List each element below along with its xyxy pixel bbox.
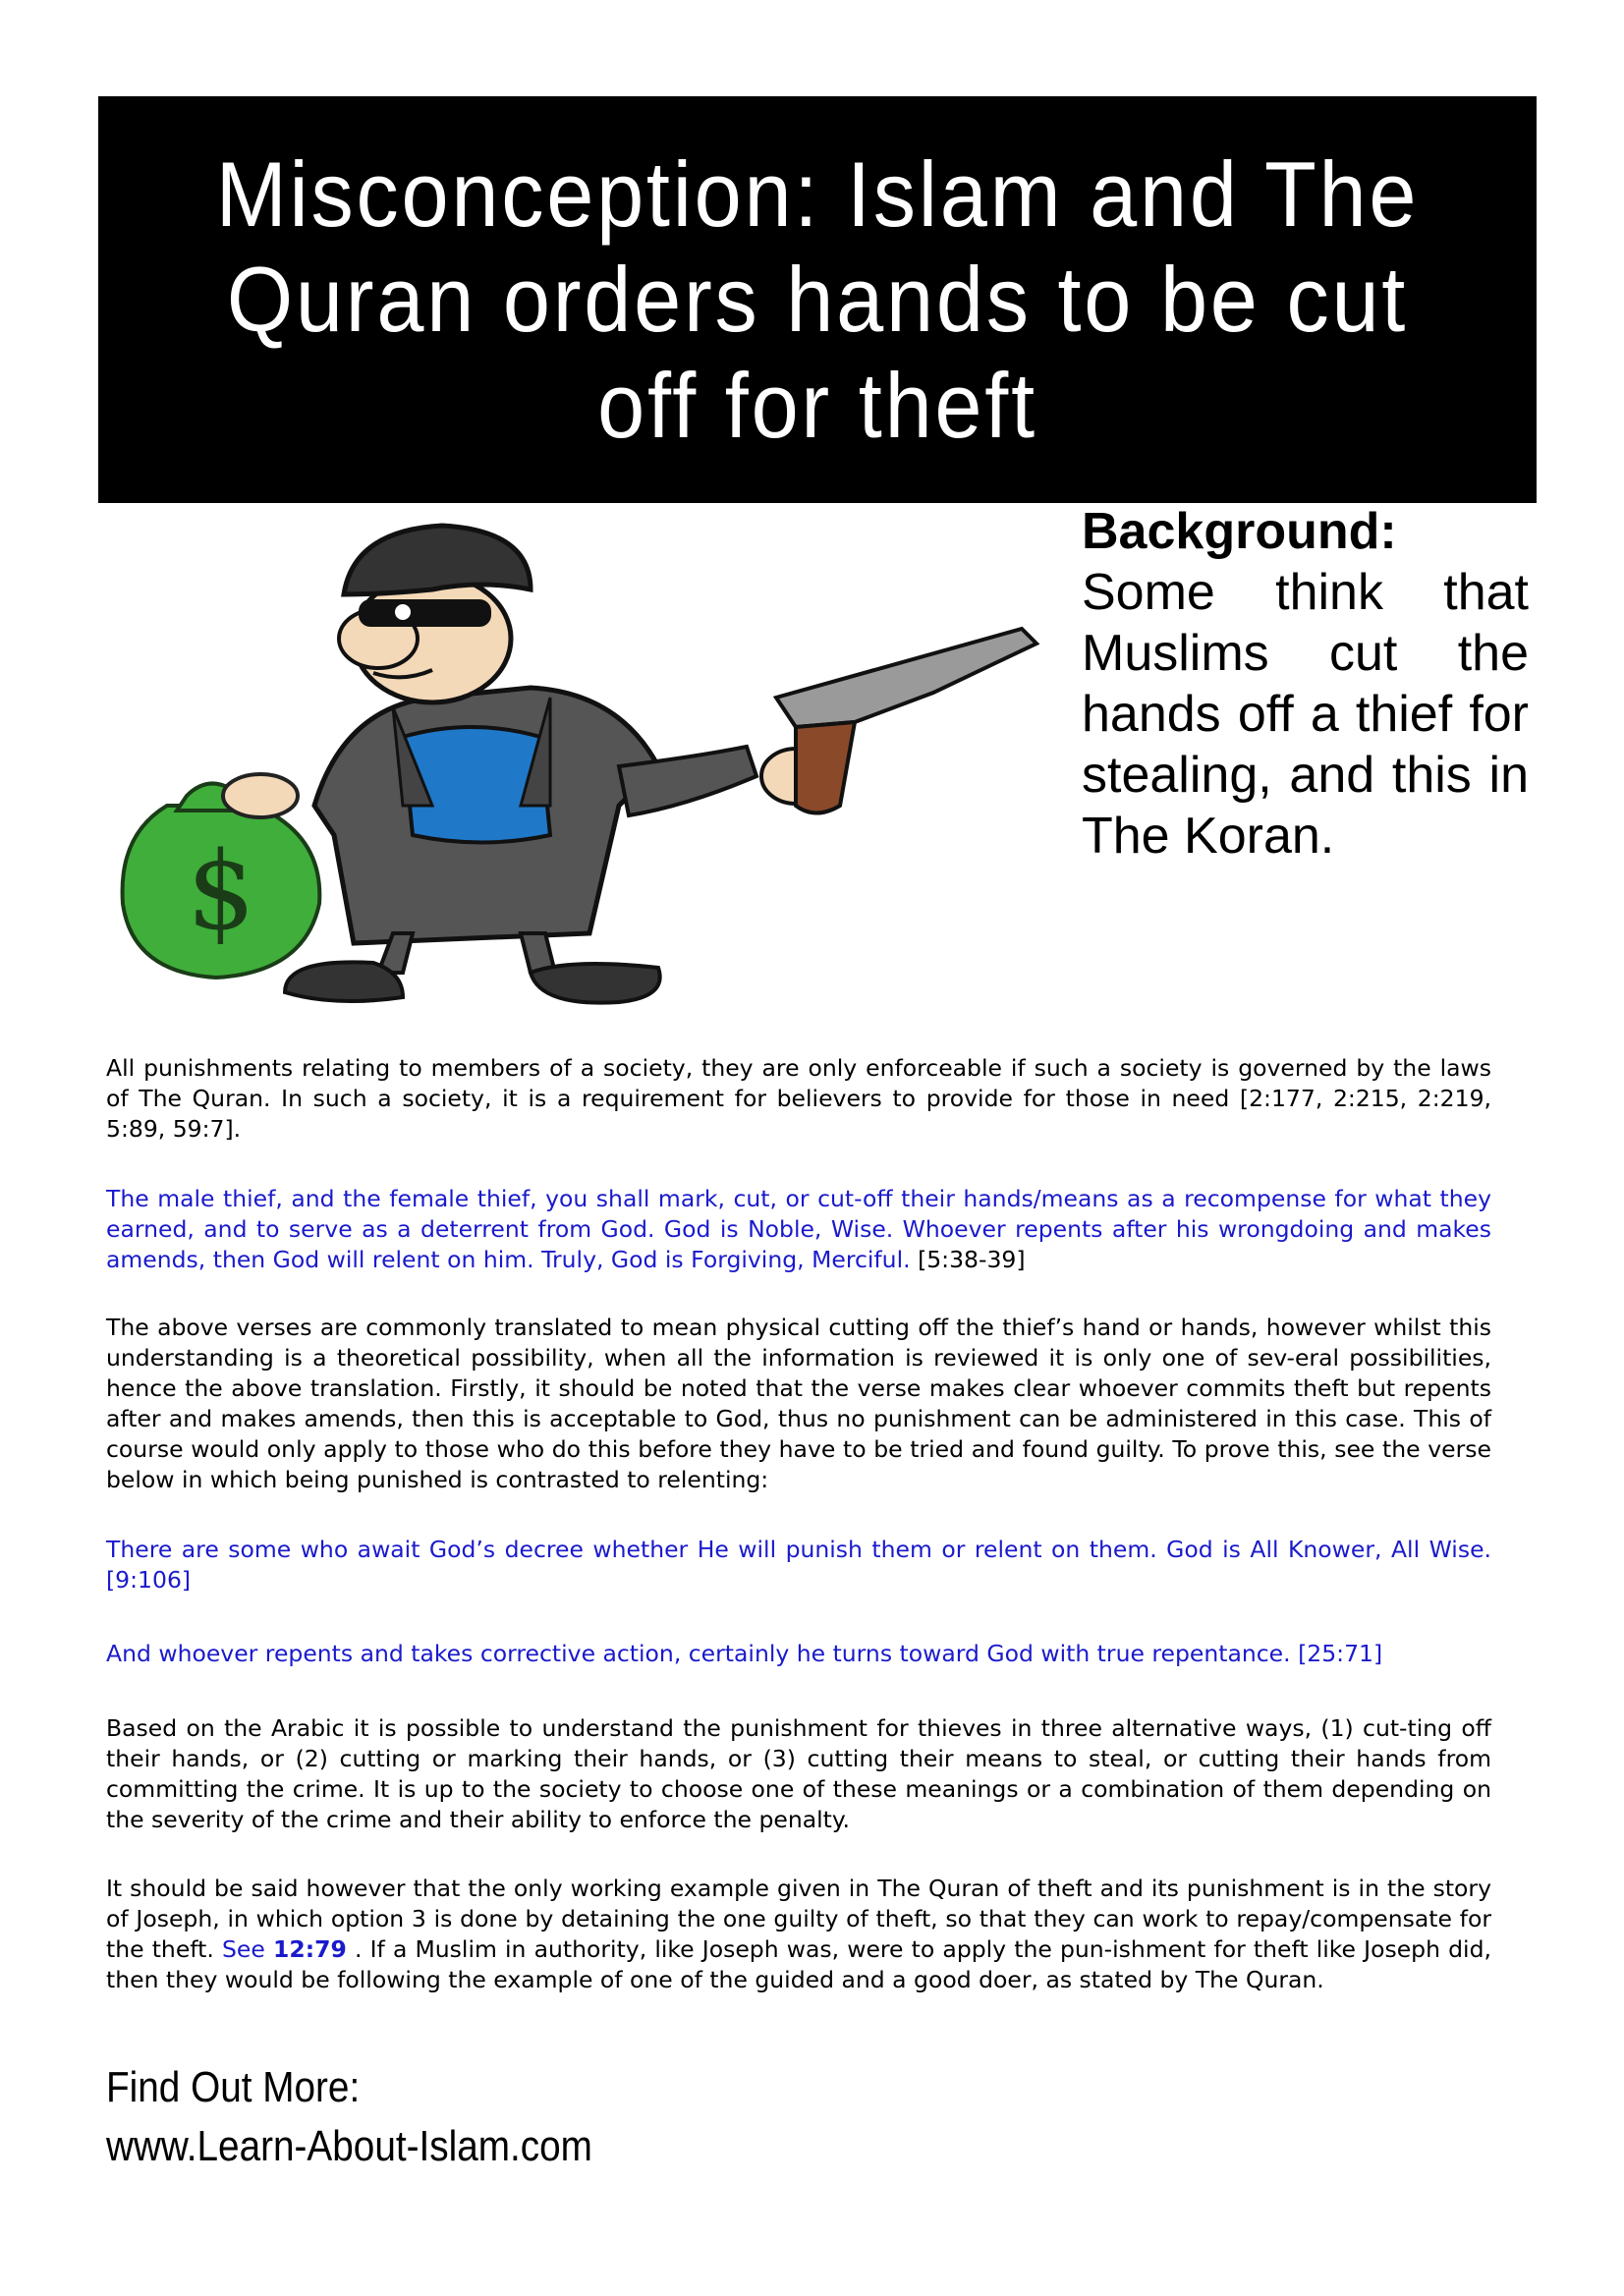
page-title: Misconception: Islam and The Quran orders hands to be cut off for theft xyxy=(215,142,1420,457)
verse-link-12-79[interactable]: 12:79 xyxy=(273,1935,347,1963)
background-text: Some think that Muslims cut the hands off a thief for stealing, and this in The Koran. xyxy=(1082,564,1529,865)
joseph-text-b: . If a Muslim in authority, like Joseph was, were to apply the pun-ishment for theft like Joseph did, then they would be following the example of one of the guided and a good doer, as stated by The Quran. xyxy=(106,1935,1491,1993)
paragraph-arabic-meanings: Based on the Arabic it is possible to understand the punishment for thieves in three alternative ways, (1) cut-ting off their hands, or (2) cutting or marking their hands, or (3) cutting their means to steal, or cutting their hands from committing the crime. It is up to the society to choose one of these meanings or a combination of them depending on the severity of the crime and their ability to enforce the penalty. xyxy=(106,1714,1491,1833)
money-bag-icon xyxy=(123,774,320,978)
thief-cartoon-icon xyxy=(108,511,1061,1022)
footer xyxy=(106,2058,592,2176)
verse-5-38-39 xyxy=(106,1184,1491,1275)
verse-reference: [5:38-39] xyxy=(918,1246,1026,1273)
title-banner xyxy=(98,96,1537,503)
thief-cartoon-svg xyxy=(108,511,1061,1022)
joseph-text-a: It should be said however that the only working example given in The Quran of theft and its punishment is in the story of Joseph, in which option 3 is done by detaining the one guilty of theft, so that they can work to repay/compensate for the theft. xyxy=(106,1875,1491,1963)
paragraph-explanation: The above verses are commonly translated to mean physical cutting off the thief’s hand or hands, however whilst this understanding is a theoretical possibility, when all the information is reviewed it is only one of sev-eral possibilities, hence the above translation. Firstly, it should be noted that the verse makes clear whoever commits theft but repents after and makes amends, then this is acceptable to God, thus no punishment can be administered in this case. This of course would only apply to those who do this before they have to be tried and found guilty. To prove this, see the verse below in which being punished is contrasted to relenting: xyxy=(106,1314,1491,1493)
see-label: See xyxy=(222,1935,265,1963)
footer-heading: Find Out More: xyxy=(106,2063,361,2111)
verse-25-71: And whoever repents and takes corrective action, certainly he turns toward God with true repentance. [25:71] xyxy=(106,1640,1383,1667)
svg-text:$: $ xyxy=(187,828,255,954)
verse-quote: The male thief, and the female thief, you shall mark, cut, or cut-off their hands/means as a recompense for what they earned, and to serve as a deterrent from God. God is Noble, Wise. Whoever repents after his wrongdoing and makes amends, then God will relent on him. Truly, God is Forgiving, Merciful. xyxy=(106,1185,1491,1273)
background-label: Background: xyxy=(1082,503,1397,560)
paragraph-joseph-example xyxy=(106,1874,1491,1995)
verse-9-106: There are some who await God’s decree whether He will punish them or relent on them. God is All Knower, All Wise. [9:106] xyxy=(106,1536,1491,1594)
footer-website-link[interactable]: www.Learn-About-Islam.com xyxy=(106,2122,592,2170)
background-note xyxy=(1082,501,1529,867)
paragraph-intro: All punishments relating to members of a society, they are only enforceable if such a society is governed by the laws of The Quran. In such a society, it is a requirement for believers to provide for those in need [2:177, 2:215, 2:219, 5:89, 59:7]. xyxy=(106,1054,1491,1143)
